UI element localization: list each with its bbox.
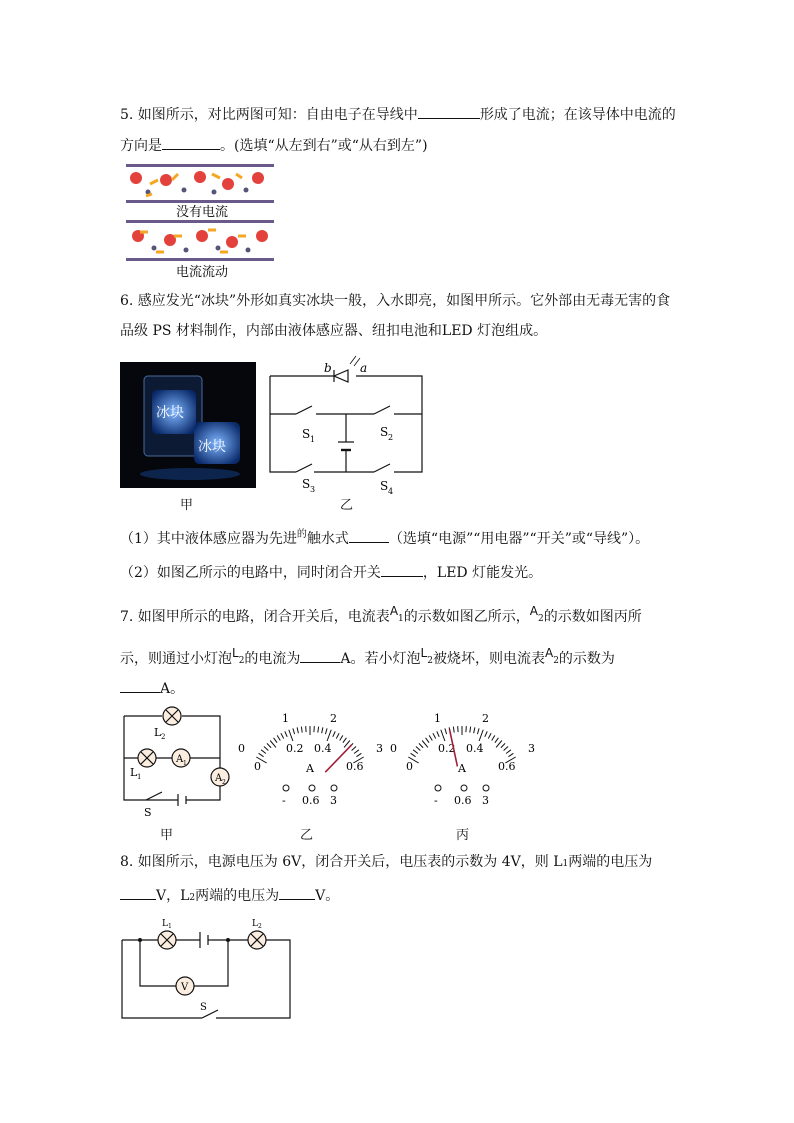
meter-tick (354, 750, 359, 754)
meter-tick (336, 733, 339, 738)
q7-meter-yi (234, 706, 384, 810)
meter-bing-term-3: 3 (482, 794, 489, 807)
meter-tick (327, 730, 331, 741)
meter-tick (504, 747, 508, 751)
meter-yi-term-3: 3 (330, 794, 337, 807)
meter-tick (270, 741, 276, 748)
q5-blank-2[interactable] (162, 135, 220, 150)
meter-bing-small-0: 0 (406, 760, 413, 773)
svg-text:2: 2 (258, 923, 262, 930)
q6-ice-photo (120, 362, 256, 488)
meter-bing-small-04: 0.4 (466, 742, 484, 755)
q6-photo-text-2: 冰块 (198, 439, 226, 455)
q5-bottom-particles (132, 230, 268, 253)
meter-bing-small-02: 0.2 (438, 742, 456, 755)
meter-yi-term-06: 0.6 (302, 794, 320, 807)
meter-tick (474, 727, 475, 733)
meter-yi-small-02: 0.2 (286, 742, 304, 755)
q7-line2: 示，则通过小灯泡L2的电流为 A。若小灯泡L2被烧坏，则电流表A2的示数为 (120, 646, 615, 667)
q6-line1: 6. 感应发光“冰块”外形如真实冰块一般，入水即亮，如图甲所示。它外部由无毒无害的食 (120, 293, 671, 309)
meter-tick (411, 753, 416, 756)
q7-lamp-L2-label: L (154, 726, 162, 739)
meter-tick (356, 753, 361, 756)
meter-tick (322, 727, 323, 733)
meter-tick (492, 735, 495, 740)
q8-switch-label: S (200, 1002, 207, 1013)
meter-tick (419, 743, 423, 747)
meter-tick (264, 747, 268, 751)
meter-tick (495, 738, 499, 743)
meter-tick (506, 750, 511, 754)
meter-yi-unit: A (306, 762, 314, 775)
meter-tick (485, 731, 487, 736)
q7-circuit-jia (116, 704, 236, 819)
meter-yi-term-neg: - (282, 794, 286, 807)
q7-ammeter-A2-label: A (215, 773, 223, 784)
meter-tick (281, 733, 284, 738)
q7-line1: 7. 如图甲所示的电路，闭合开关后，电流表A1的示数如图乙所示，A2的示数如图丙所 (120, 604, 642, 625)
meter-tick (429, 735, 432, 740)
meter-tick (496, 741, 502, 748)
meter-tick (344, 741, 350, 748)
q5-label-bottom: 电流流动 (176, 265, 229, 280)
meter-tick (470, 727, 471, 733)
meter-bing-big-0: 0 (390, 742, 397, 755)
q5-line2: 方向是 。(选填“从左到右”或“从右到左”) (120, 135, 428, 155)
q6-subq2: （2）如图乙所示的电路中，同时闭合开关 ，LED 灯能发光。 (120, 562, 542, 582)
q6-circuit-yi (262, 350, 432, 500)
led-label-a: a (360, 361, 368, 375)
meter-tick (325, 728, 327, 734)
q6-blank-1[interactable] (349, 528, 389, 543)
q7-caption-jia: 甲 (160, 828, 174, 843)
meter-tick (352, 747, 356, 751)
meter-bing-term-neg: - (434, 794, 438, 807)
meter-tick (267, 743, 271, 747)
svg-text:4: 4 (388, 487, 394, 496)
q8-circuit (116, 912, 296, 1024)
meter-tick (333, 731, 335, 736)
meter-tick (274, 738, 278, 743)
meter-tick (441, 730, 445, 741)
meter-tick (437, 731, 439, 736)
q8-voltmeter-label: V (181, 982, 189, 993)
q5-top-particles (130, 171, 264, 196)
q7-caption-bing: 丙 (456, 828, 470, 843)
q7-lamp-L1-label: L (130, 766, 138, 779)
meter-tick (413, 750, 418, 754)
meter-tick (340, 735, 343, 740)
meter-tick (259, 753, 264, 756)
svg-text:1: 1 (310, 435, 316, 444)
svg-text:2: 2 (161, 733, 166, 741)
q5-blank-1[interactable] (418, 104, 480, 119)
meter-yi-top-2: 2 (330, 712, 337, 725)
q6-caption-yi: 乙 (340, 498, 354, 513)
q8-blank-2[interactable] (279, 885, 315, 900)
meter-yi-small-0: 0 (254, 760, 261, 773)
meter-tick (301, 727, 302, 733)
switch-label-s3: S (302, 477, 311, 491)
q7-blank-1[interactable] (300, 648, 340, 663)
q7-blank-2[interactable] (120, 678, 160, 693)
switch-label-s1: S (302, 427, 311, 441)
svg-text:1: 1 (137, 773, 142, 781)
meter-bing-big-3: 3 (528, 742, 535, 755)
meter-tick (297, 727, 298, 733)
meter-tick (479, 730, 483, 741)
meter-tick (289, 730, 293, 741)
q8-lamp-L1-label: L (162, 919, 168, 929)
svg-text:1: 1 (168, 923, 172, 930)
meter-yi-big-0: 0 (238, 742, 245, 755)
meter-yi-small-04: 0.4 (314, 742, 332, 755)
meter-tick (318, 727, 319, 733)
meter-tick (261, 750, 266, 754)
meter-tick (343, 738, 347, 743)
meter-tick (285, 731, 287, 736)
switch-label-s2: S (380, 425, 389, 439)
q5-electron-figure (124, 160, 276, 278)
meter-bing-top-1: 1 (434, 712, 441, 725)
meter-bing-small-06: 0.6 (498, 760, 516, 773)
svg-text:1: 1 (183, 760, 187, 767)
meter-yi-top-1: 1 (282, 712, 289, 725)
meter-bing-unit: A (458, 762, 466, 775)
q8-line1: 8. 如图所示，电源电压为 6V，闭合开关后，电压表的示数为 4V，则 L1两端的电压为 (120, 854, 653, 870)
q7-switch-label: S (144, 806, 152, 819)
q6-photo-text-1: 冰块 (156, 405, 184, 421)
meter-tick (453, 727, 454, 733)
meter-tick (416, 747, 420, 751)
switch-label-s4: S (380, 479, 389, 493)
q5-line1: 5. 如图所示，对比两图可知：自由电子在导线中 形成了电流；在该导体中电流的 (120, 104, 676, 124)
meter-bing-top-2: 2 (482, 712, 489, 725)
meter-tick (422, 741, 428, 748)
meter-tick (477, 728, 479, 734)
q7-caption-yi: 乙 (300, 828, 314, 843)
q6-caption-jia: 甲 (180, 498, 194, 513)
led-label-b: b (324, 361, 332, 375)
q5-label-top: 没有电流 (176, 205, 229, 220)
meter-tick (293, 728, 295, 734)
svg-text:3: 3 (310, 485, 316, 494)
meter-tick (277, 735, 280, 740)
q6-blank-2[interactable] (381, 562, 423, 577)
meter-tick (488, 733, 491, 738)
meter-tick (426, 738, 430, 743)
q6-line2: 品级 PS 材料制作，内部由液体感应器、纽扣电池和LED 灯泡组成。 (120, 323, 548, 339)
meter-tick (445, 728, 447, 734)
q8-lamp-L2-label: L (252, 919, 258, 929)
meter-yi-small-06: 0.6 (346, 760, 364, 773)
svg-text:2: 2 (388, 433, 394, 442)
meter-bing-term-06: 0.6 (454, 794, 472, 807)
meter-tick (501, 743, 505, 747)
q7-line3: A。 (120, 678, 184, 698)
meter-yi-big-3: 3 (376, 742, 383, 755)
meter-tick (433, 733, 436, 738)
q8-line2: V，L2两端的电压为 V。 (120, 885, 339, 907)
meter-tick (508, 753, 513, 756)
svg-text:2: 2 (222, 779, 226, 786)
q8-blank-1[interactable] (120, 885, 156, 900)
q6-subq1: （1）其中液体感应器为先进$^的$触水式 （选填“电源”“用电器”“开关”或“导线”）。 (120, 529, 650, 547)
q7-ammeter-A1-label: A (176, 754, 184, 765)
q7-meter-bing (386, 706, 536, 810)
